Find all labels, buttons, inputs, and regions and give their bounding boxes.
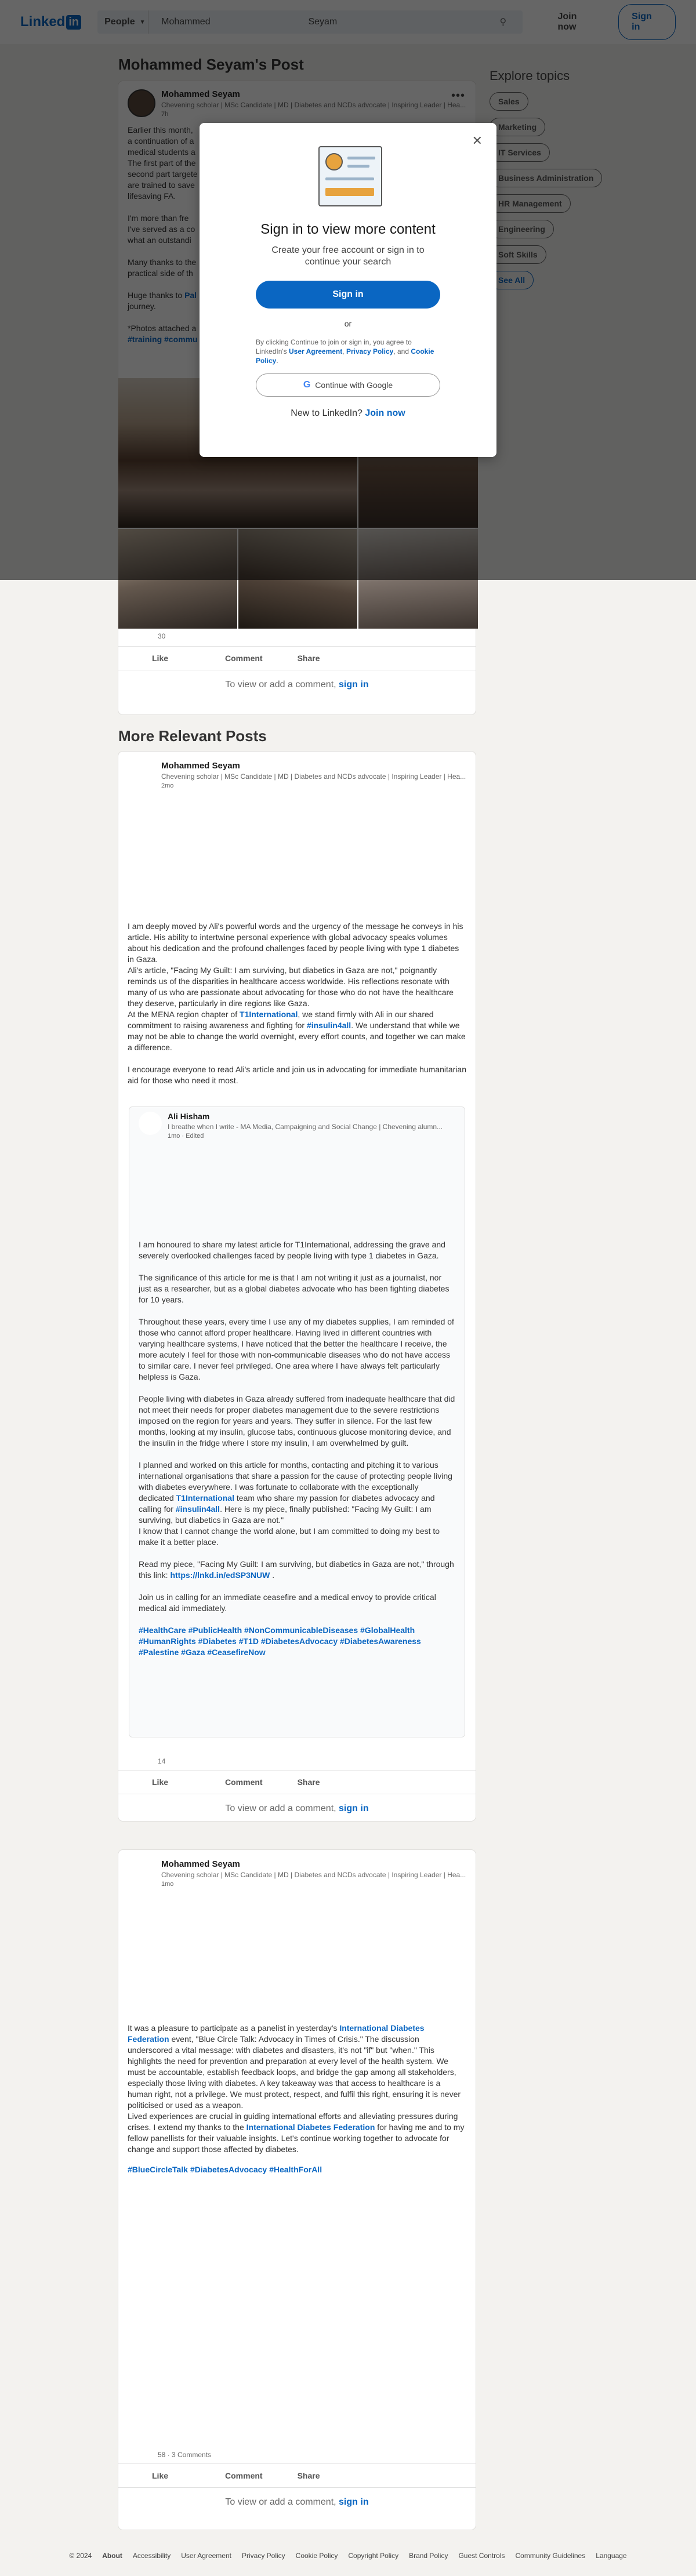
post-author[interactable]	[118, 752, 476, 789]
author-name[interactable]: Mohammed Seyam	[161, 761, 240, 771]
hashtag-link[interactable]: #insulin4all	[306, 1021, 351, 1030]
join-prompt: New to LinkedIn? Join now	[291, 408, 405, 418]
share-button[interactable]: Share	[297, 1777, 320, 1787]
footer-link[interactable]: About	[102, 2552, 122, 2560]
comment-signin-prompt: To view or add a comment, sign in	[118, 670, 476, 699]
modal-sign-in-button[interactable]: Sign in	[256, 281, 440, 309]
mention-link[interactable]: International Diabetes Federation	[246, 2123, 375, 2132]
comment-signin-link[interactable]: sign in	[339, 2497, 369, 2507]
shared-post[interactable]	[129, 1106, 465, 1737]
comment-button[interactable]: Comment	[225, 654, 263, 663]
like-button[interactable]: Like	[152, 2471, 169, 2480]
modal-title: Sign in to view more content	[260, 222, 436, 237]
google-icon: G	[303, 380, 311, 390]
footer-link[interactable]: Copyright Policy	[348, 2552, 399, 2560]
comment-button[interactable]: Comment	[225, 1777, 263, 1787]
user-agreement-link[interactable]: User Agreement	[289, 347, 343, 355]
hashtag-list[interactable]: #HealthCare #PublicHealth #NonCommunicableDiseases #GlobalHealth #HumanRights #Diabetes #T1D #DiabetesAdvocacy #DiabetesAwareness #Palestine #Gaza #CeasefireNow	[139, 1626, 421, 1657]
avatar[interactable]	[128, 1859, 155, 1887]
sign-in-modal	[200, 123, 496, 457]
footer-link[interactable]: Community Guidelines	[515, 2552, 586, 2560]
like-button[interactable]: Like	[152, 654, 169, 663]
shared-author[interactable]	[129, 1107, 465, 1140]
footer-link[interactable]: Brand Policy	[409, 2552, 448, 2560]
comment-button[interactable]: Comment	[225, 2471, 263, 2480]
article-link[interactable]: https://lnkd.in/edSP3NUW	[170, 1570, 270, 1580]
close-icon[interactable]: ✕	[472, 133, 483, 148]
post-time: 1mo	[161, 1881, 174, 1888]
legal-text: By clicking Continue to join or sign in, you agree to LinkedIn's User Agreement, Privacy Policy, and Cookie Policy.	[256, 338, 434, 365]
mention-link[interactable]: T1International	[240, 1010, 298, 1019]
profile-card-illustration	[313, 140, 383, 211]
language-select[interactable]: Language	[596, 2552, 627, 2560]
or-divider: or	[344, 319, 352, 328]
continue-with-google-button[interactable]: G Continue with Google	[256, 373, 440, 397]
author-name[interactable]: Mohammed Seyam	[161, 1859, 240, 1869]
reaction-count[interactable]: 58 · 3 Comments	[158, 2451, 212, 2459]
cookie-policy-link[interactable]: Cookie Policy	[256, 347, 434, 365]
post-actions	[118, 2463, 476, 2487]
comment-signin-link[interactable]: sign in	[339, 680, 369, 690]
like-button[interactable]: Like	[152, 1777, 169, 1787]
post-time: 1mo · Edited	[168, 1133, 204, 1140]
footer-link[interactable]: User Agreement	[181, 2552, 231, 2560]
shared-text: I am honoured to share my latest article for T1International, addressing the grave and severely overlooked challenges faced by people living with type 1 diabetes in Gaza. The significance of this article for me is that I am not writing it just as a journalist, nor just as a researcher, but as a global diabetes advocate who has been fighting diabetes for 10 years. Throughout these years, every time I use any of my diabetes supplies, I am reminded of those who cannot afford proper healthcare. Having lived in different countries with varying healthcare systems, I have noticed that the better the healthcare I receive, the more acutely I feel for those with non-communicable diseases who do not have access to similar care. I never feel privileged. One area where I have always felt particularly helpless is Gaza. People living with diabetes in Gaza already suffered from inadequate healthcare that did not meet their needs for proper diabetes management due to the severe restrictions imposed on the region for years and years. They suffer in silence. For the last few months, looking at my insulin, glucose tabs, continuous glucose monitoring device, and the insulin in the fridge where I store my insulin, I am overwhelmed by guilt. I planned and worked on this article for months, contacting and pitching it to various international organisations that share a passion for the cause of protecting people living with diabetes everywhere. I was fortunate to collaborate with the exceptionally dedicated T1International team who share my passion for diabetes advocacy and calling for #insulin4all. Here is my piece, finally published: "Facing My Guilt: I am surviving, but diabetics in Gaza are not." I know that I cannot change the world alone, but I am committed to doing my best to make it a better place. Read my piece, "Facing My Guilt: I am surviving, but diabetics in Gaza are not," through this link: https://lnkd.in/edSP3NUW . Join us in calling for an immediate ceasefire and a medical envoy to provide critical medical aid immediately. #HealthCare #PublicHealth #NonCommunicableDiseases #GlobalHealth #HumanRights #Diabetes #T1D #DiabetesAdvocacy #DiabetesAwareness #Palestine #Gaza #CeasefireNow	[139, 1240, 455, 1657]
comment-signin-link[interactable]: sign in	[339, 1804, 369, 1813]
footer-link[interactable]: Guest Controls	[458, 2552, 505, 2560]
post-actions	[118, 646, 476, 670]
footer-copyright: © 2024	[69, 2552, 92, 2560]
post-text: It was a pleasure to participate as a panelist in yesterday's International Diabetes Federation event, "Blue Circle Talk: Advocacy in Times of Crisis." The discussion underscored a vital message: with diabetes and disasters, it's not "if" but "when." This highlights the need for prevention and preparation at every level of the health system. We must be accountable, establish feedback loops, and bridge the gap among all stakeholders, especially those living with diabetes. A key takeaway was that access to healthcare is a human right, not a privilege. We must protect, respect, and fulfil this right, ensuring it is never politicised or used as a weapon. Lived experiences are crucial in guiding international efforts and alleviating pressures during crises. I extend my thanks to the International Diabetes Federation for having me and to my fellow panellists for their valuable insights. Let's continue working together to advocate for change and support those affected by diabetes. #BlueCircleTalk #DiabetesAdvocacy #HealthForAll	[118, 2016, 476, 2182]
comment-signin-prompt: To view or add a comment, sign in	[118, 2487, 476, 2517]
share-button[interactable]: Share	[297, 2471, 320, 2480]
footer-link[interactable]: Accessibility	[132, 2552, 171, 2560]
post-text: I am deeply moved by Ali's powerful words and the urgency of the message he conveys in his article. His ability to intertwine personal experience with global advocacy speaks volumes about his dedication and the profound challenges faced by people living with type 1 diabetes in Gaza. Ali's article, "Facing My Guilt: I am surviving, but diabetics in Gaza are not," poignantly reminds us of the disparities in healthcare access worldwide. His reflections resonate with many of us who are passionate about advocating for those who do not have the healthcare they deserve, particularly in dire regions like Gaza. At the MENA region chapter of T1International, we stand firmly with Ali in our shared commitment to raising awareness and fighting for #insulin4all. We understand that while we may not be able to change the world overnight, every effort counts, and together we can make a difference. I encourage everyone to read Ali's article and join us in advocating for immediate humanitarian aid for those who need it most.	[128, 921, 467, 1085]
avatar[interactable]	[139, 1112, 162, 1135]
more-posts-title: More Relevant Posts	[118, 727, 267, 745]
related-post	[118, 752, 476, 1821]
modal-subtitle: Create your free account or sign in to continue your search	[271, 245, 425, 267]
author-headline: Chevening scholar | MSc Candidate | MD | Diabetes and NCDs advocate | Inspiring Leader | Hea...	[161, 772, 466, 781]
author-headline: I breathe when I write - MA Media, Campaigning and Social Change | Chevening alumn...	[168, 1123, 443, 1131]
footer-link[interactable]: Privacy Policy	[241, 2552, 285, 2560]
comment-signin-prompt: To view or add a comment, sign in	[118, 1794, 476, 1823]
avatar[interactable]	[128, 761, 155, 789]
related-post	[118, 1850, 476, 2530]
hashtag-link[interactable]: #insulin4all	[175, 1504, 220, 1514]
privacy-policy-link[interactable]: Privacy Policy	[346, 347, 394, 355]
reaction-count[interactable]: 30	[158, 632, 166, 640]
footer	[0, 2552, 696, 2560]
post-author[interactable]	[118, 1850, 476, 1888]
mention-link[interactable]: T1International	[176, 1493, 234, 1503]
author-name[interactable]: Ali Hisham	[168, 1112, 210, 1121]
reaction-count[interactable]: 14	[158, 1757, 166, 1765]
mention-link[interactable]: International Diabetes Federation	[128, 2023, 425, 2044]
post-actions	[118, 1770, 476, 1794]
hashtag-list[interactable]: #BlueCircleTalk #DiabetesAdvocacy #HealthForAll	[128, 2165, 322, 2174]
share-button[interactable]: Share	[297, 654, 320, 663]
author-headline: Chevening scholar | MSc Candidate | MD | Diabetes and NCDs advocate | Inspiring Leader | Hea...	[161, 1871, 466, 1879]
modal-join-now-link[interactable]: Join now	[365, 408, 405, 418]
footer-link[interactable]: Cookie Policy	[295, 2552, 338, 2560]
post-time: 2mo	[161, 782, 174, 789]
